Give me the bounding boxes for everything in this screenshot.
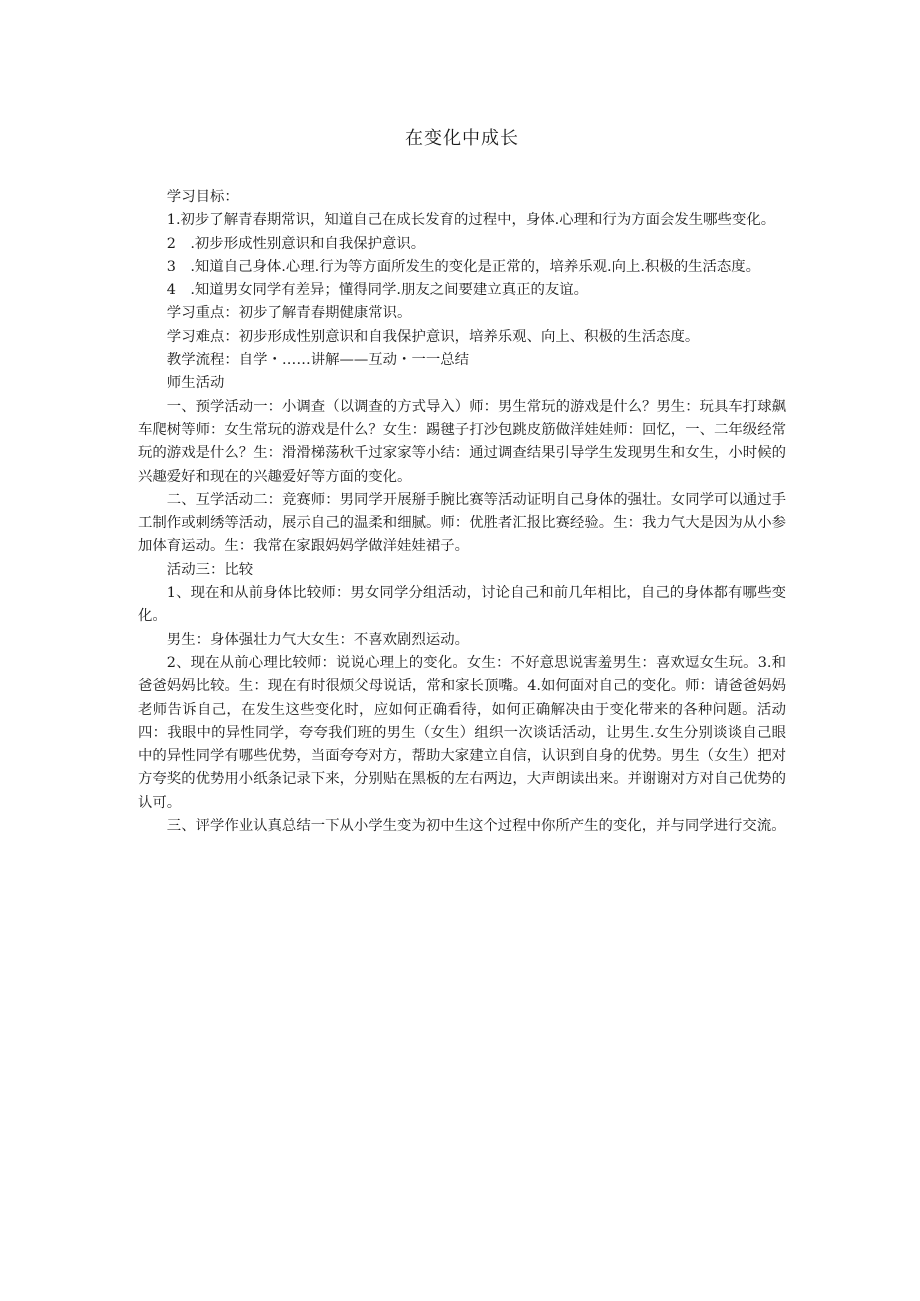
paragraph-homework: 三、评学作业认真总结一下从小学生变为初中生这个过程中你所产生的变化，并与同学进行交流。 (166, 818, 786, 835)
paragraph-learning-goals-heading: 学习目标： (166, 189, 239, 205)
paragraph-difficulty: 学习难点：初步形成性别意识和自我保护意识，培养乐观、向上、积极的生活态度。 (166, 328, 700, 345)
paragraph-body-comparison-answer: 男生：身体强壮力气大女生：不喜欢剧烈运动。 (166, 631, 470, 648)
paragraph-teaching-flow: 教学流程：自学・……讲解——互动・一一总结 (166, 352, 470, 369)
paragraph-activities-heading: 师生活动 (166, 375, 225, 392)
paragraph-mind-comparison: 2、现在从前心理比较师：说说心理上的变化。女生：不好意思说害羞男生：喜欢逗女生玩。3.和爸爸妈妈比较。生：现在有时很烦父母说话，常和家长顶嘴。4.如何面对自己的变化。师：请爸爸妈妈老师告诉自己，在发生这些变化时，应如何正确看待，如何正确解决由于变化带来的各种问题。活动四：我眼中的异性同学，夸夸我们班的男生（女生）组织一次谈话活动，让男生.女生分别谈谈自己眼中的异性同学有哪些优势，当面夸夸对方，帮助大家建立自信，认识到自身的优势。男生（女生）把对方夸奖的优势用小纸条记录下来，分别贴在黑板的左右两边，大声朗读出来。并谢谢对方对自己优势的认可。 (138, 654, 786, 811)
document-body (138, 186, 786, 838)
document-title: 在变化中成长 (405, 128, 519, 149)
paragraph-activity-2: 二、互学活动二：竞赛师：男同学开展掰手腕比赛等活动证明自己身体的强壮。女同学可以通过手工制作或刺绣等活动，展示自己的温柔和细腻。师：优胜者汇报比赛经验。生：我力气大是因为从小参加体育运动。生：我常在家跟妈妈学做洋娃娃裙子。 (138, 491, 786, 555)
paragraph-goal-2: 2 .初步形成性别意识和自我保护意识。 (166, 235, 426, 252)
paragraph-activity-1: 一、预学活动一：小调查（以调查的方式导入）师：男生常玩的游戏是什么？男生：玩具车打球飙车爬树等师：女生常玩的游戏是什么？女生：踢毽子打沙包跳皮筋做洋娃娃师：回忆，一、二年级经常玩的游戏是什么？生：滑滑梯荡秋千过家家等小结：通过调查结果引导学生发现男生和女生，小时候的兴趣爱好和现在的兴趣爱好等方面的变化。 (138, 398, 786, 485)
paragraph-activity-3-heading: 活动三：比较 (166, 561, 254, 578)
paragraph-goal-4: 4 .知道男女同学有差异；懂得同学.朋友之间要建立真正的友谊。 (166, 282, 589, 299)
paragraph-goal-1: 1.初步了解青春期常识，知道自己在成长发育的过程中，身体.心理和行为方面会发生哪些变化。 (166, 212, 776, 229)
paragraph-body-comparison: 1、现在和从前身体比较师：男女同学分组活动，讨论自己和前几年相比，自己的身体都有哪些变化。 (138, 585, 786, 625)
paragraph-goal-3: 3 .知道自己身体.心理.行为等方面所发生的变化是正常的，培养乐观.向上.积极的生活态度。 (166, 258, 761, 275)
paragraph-key-point: 学习重点：初步了解青春期健康常识。 (166, 305, 412, 322)
